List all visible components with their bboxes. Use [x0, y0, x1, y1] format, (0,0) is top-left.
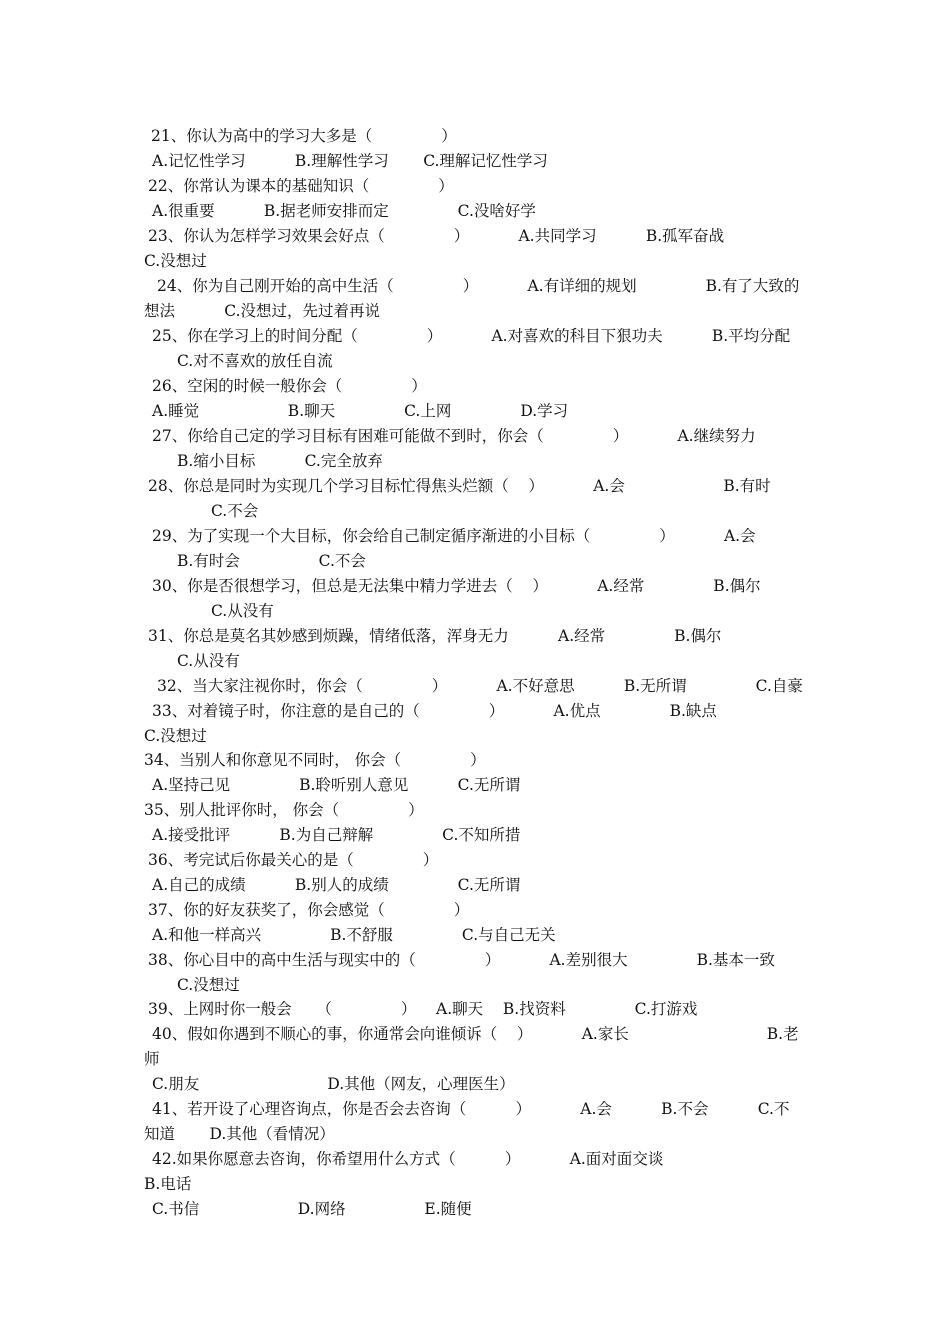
text-line: 21、你认为高中的学习大多是（ ） [151, 127, 457, 145]
text-line: C.从没有 [177, 652, 240, 670]
text-line: 26、空闲的时候一般你会（ ） [152, 377, 427, 395]
text-line: C.从没有 [211, 602, 274, 620]
text-line: 28、你总是同时为实现几个学习目标忙得焦头烂额（ ） A.会 B.有时 [148, 477, 771, 495]
text-line: 22、你常认为课本的基础知识（ ） [148, 177, 454, 195]
text-line: B.缩小目标 C.完全放弃 [177, 452, 383, 470]
text-line: A.接受批评 B.为自己辩解 C.不知所措 [152, 826, 521, 844]
text-line: A.自己的成绩 B.别人的成绩 C.无所谓 [152, 876, 521, 894]
text-line: C.没想过 [144, 252, 207, 270]
text-line: B.电话 [144, 1175, 192, 1193]
text-line: 31、你总是莫名其妙感到烦躁，情绪低落，浑身无力 A.经常 B.偶尔 [148, 627, 722, 645]
text-line: 40、假如你遇到不顺心的事，你通常会向谁倾诉（ ） A.家长 B.老 [152, 1025, 799, 1043]
text-line: 29、为了实现一个大目标，你会给自己制定循序渐进的小目标（ ） A.会 [152, 527, 756, 545]
text-line: 知道 D.其他（看情况） [144, 1125, 335, 1143]
text-line: 42.如果你愿意去咨询，你希望用什么方式（ ） A.面对面交谈 [152, 1150, 664, 1168]
text-line: A.和他一样高兴 B.不舒服 C.与自己无关 [152, 926, 556, 944]
text-line: C.朋友 D.其他（网友，心理医生） [152, 1075, 515, 1093]
text-line: A.坚持己见 B.聆听别人意见 C.无所谓 [152, 776, 521, 794]
text-line: 35、别人批评你时， 你会（ ） [144, 801, 424, 819]
text-line: 34、当别人和你意见不同时， 你会（ ） [144, 751, 486, 769]
text-line: 39、上网时你一般会 （ ） A.聊天 B.找资料 C.打游戏 [148, 1000, 698, 1018]
text-line: 师 [144, 1050, 160, 1068]
text-line: C.对不喜欢的放任自流 [177, 352, 333, 370]
text-line: C.不会 [211, 502, 259, 520]
text-line: A.睡觉 B.聊天 C.上网 D.学习 [152, 402, 569, 420]
text-line: A.记忆性学习 B.理解性学习 C.理解记忆性学习 [152, 152, 548, 170]
text-line: 25、你在学习上的时间分配（ ） A.对喜欢的科目下狠功夫 B.平均分配 [152, 327, 791, 345]
text-line: 想法 C.没想过，先过着再说 [144, 302, 381, 320]
text-line: 23、你认为怎样学习效果会好点（ ） A.共同学习 B.孤军奋战 [148, 227, 725, 245]
text-line: C.没想过 [177, 976, 240, 994]
text-line: 37、你的好友获奖了，你会感觉（ ） [148, 901, 470, 919]
text-line: 38、你心目中的高中生活与现实中的（ ） A.差别很大 B.基本一致 [148, 951, 775, 969]
text-line: 27、你给自己定的学习目标有困难可能做不到时，你会（ ） A.继续努力 [152, 427, 756, 445]
text-line: C.书信 D.网络 E.随便 [152, 1200, 472, 1218]
text-line: 41、若开设了心理咨询点，你是否会去咨询（ ） A.会 B.不会 C.不 [152, 1100, 790, 1118]
text-line: A.很重要 B.据老师安排而定 C.没啥好学 [152, 202, 536, 220]
text-line: 24、你为自己刚开始的高中生活（ ） A.有详细的规划 B.有了大致的 [157, 277, 800, 295]
text-line: 30、你是否很想学习，但总是无法集中精力学进去（ ） A.经常 B.偶尔 [152, 577, 761, 595]
text-line: 33、对着镜子时，你注意的是自己的（ ） A.优点 B.缺点 [152, 702, 717, 720]
text-line: 32、当大家注视你时，你会（ ） A.不好意思 B.无所谓 C.自豪 [157, 677, 803, 695]
text-line: C.没想过 [144, 727, 207, 745]
text-line: 36、考完试后你最关心的是（ ） [148, 851, 439, 869]
text-line: B.有时会 C.不会 [177, 552, 366, 570]
